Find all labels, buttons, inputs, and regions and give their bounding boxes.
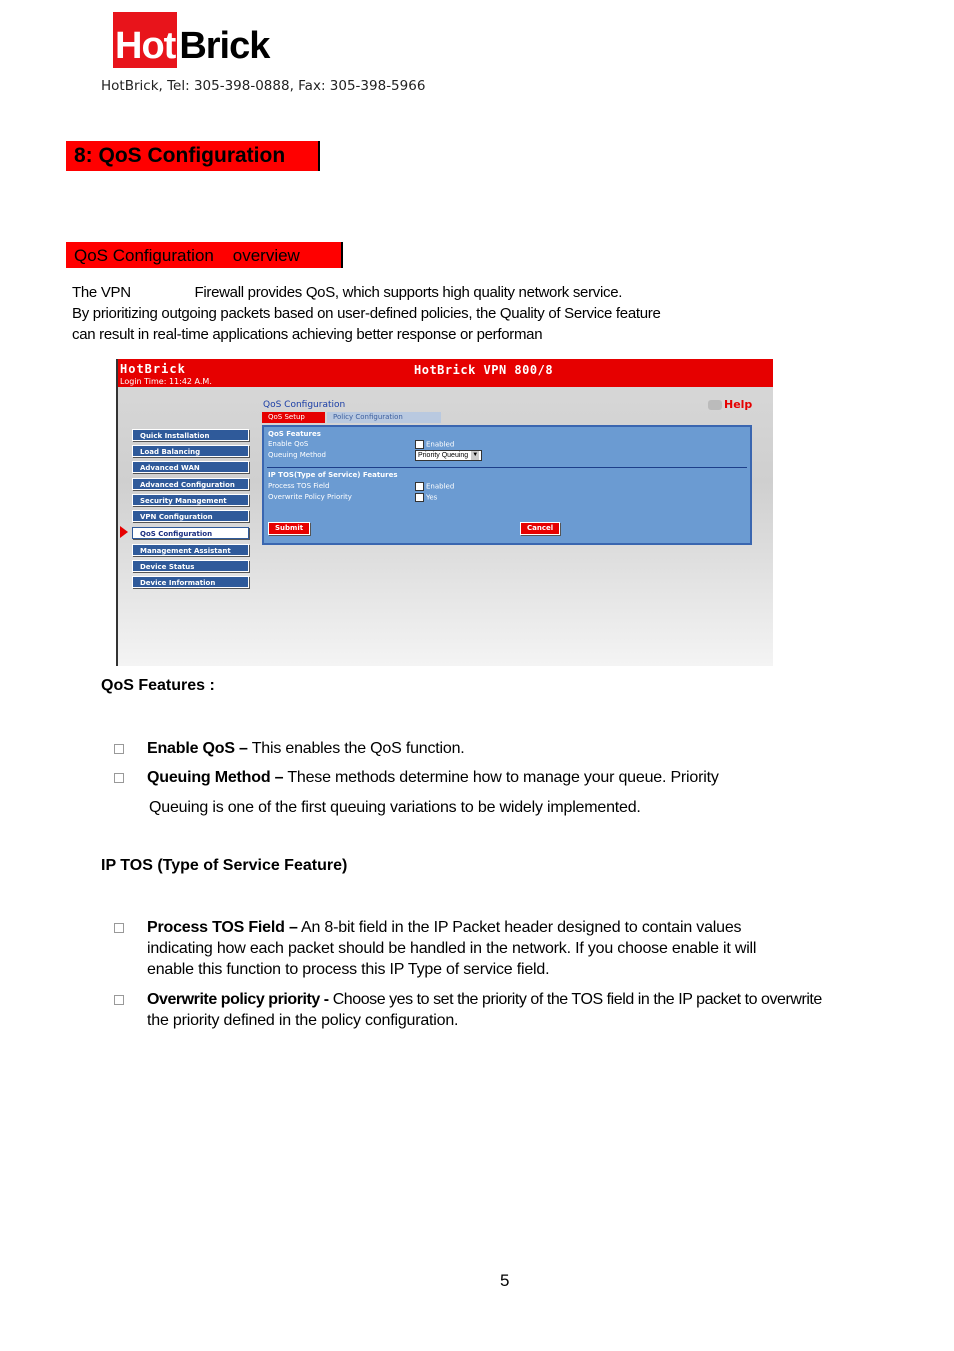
bullet-icon xyxy=(114,744,124,754)
queuing-method-label: Queuing Method xyxy=(268,451,326,459)
intro-line-2: By prioritizing outgoing packets based on user-defined policies, the Quality of Service feature xyxy=(72,305,661,322)
enable-qos-option: Enabled xyxy=(426,440,455,449)
process-tos-label: Process TOS Field xyxy=(268,482,330,490)
overwrite-priority-option: Yes xyxy=(426,493,438,502)
enable-qos-term: Enable QoS – xyxy=(147,740,248,757)
sidebar-item-quick-installation[interactable]: Quick Installation xyxy=(132,429,249,441)
sidebar-item-vpn-configuration[interactable]: VPN Configuration xyxy=(132,510,249,522)
dropdown-arrow-icon: ▼ xyxy=(472,452,479,458)
help-label: Help xyxy=(724,398,753,411)
overwrite-priority-checkbox[interactable] xyxy=(415,493,437,502)
logo-hot-text: Hot xyxy=(113,12,177,68)
process-tos-checkbox[interactable] xyxy=(415,482,454,491)
process-tos-item xyxy=(147,919,741,937)
hotbrick-logo xyxy=(113,12,269,68)
process-tos-desc-3: enable this function to process this IP Type of service field. xyxy=(147,961,550,978)
tab-qos-setup[interactable]: QoS Setup xyxy=(262,412,325,423)
intro-line-3: can result in real-time applications achieving better response or performan xyxy=(72,326,543,343)
queuing-method-item xyxy=(147,769,719,787)
process-tos-option: Enabled xyxy=(426,482,455,491)
sidebar-item-management-assistant[interactable]: Management Assistant xyxy=(132,544,249,556)
help-icon xyxy=(708,400,722,410)
queuing-method-select[interactable] xyxy=(415,450,482,461)
process-tos-desc-2: indicating how each packet should be handled in the network. If you choose enable it will xyxy=(147,940,757,957)
intro-line-1b: Firewall provides QoS, which supports high quality network service. xyxy=(194,284,623,301)
bullet-icon xyxy=(114,923,124,933)
qos-screenshot xyxy=(116,359,773,666)
sidebar-item-qos-configuration[interactable]: QoS Configuration xyxy=(132,527,249,539)
cancel-button[interactable]: Cancel xyxy=(520,522,560,535)
logo-brick-text: Brick xyxy=(179,25,270,67)
contact-line: HotBrick, Tel: 305-398-0888, Fax: 305-398-5966 xyxy=(101,78,426,94)
screenshot-brand: HotBrick xyxy=(120,362,186,376)
process-tos-term: Process TOS Field – xyxy=(147,919,298,936)
bullet-icon xyxy=(114,995,124,1005)
active-marker-icon xyxy=(120,526,128,538)
sidebar-item-advanced-configuration[interactable]: Advanced Configuration xyxy=(132,478,249,490)
enable-qos-item xyxy=(147,740,465,758)
intro-line-1 xyxy=(72,284,622,301)
overwrite-priority-label: Overwrite Policy Priority xyxy=(268,493,352,501)
ip-tos-heading: IP TOS(Type of Service) Features xyxy=(268,471,398,479)
section-title: 8: QoS Configuration xyxy=(66,141,320,171)
queuing-method-desc-2: Queuing is one of the first queuing variations to be widely implemented. xyxy=(149,799,641,816)
queuing-method-desc: These methods determine how to manage your queue. Priority xyxy=(287,769,719,786)
queuing-method-value: Priority Queuing xyxy=(418,452,469,459)
submit-button[interactable]: Submit xyxy=(268,522,310,535)
qos-settings-panel xyxy=(262,425,752,545)
overwrite-priority-term: Overwrite policy priority - xyxy=(147,991,329,1008)
checkbox-icon xyxy=(415,440,424,449)
tab-policy-configuration[interactable]: Policy Configuration xyxy=(327,412,441,423)
qos-features-heading: QoS Features xyxy=(268,430,321,438)
screenshot-login-time: Login Time: 11:42 A.M. xyxy=(120,377,212,386)
config-page-title: QoS Configuration xyxy=(263,400,346,410)
help-button[interactable] xyxy=(708,398,752,411)
page-number: 5 xyxy=(500,1271,510,1290)
queuing-method-term: Queuing Method – xyxy=(147,769,284,786)
sidebar-item-advanced-wan[interactable]: Advanced WAN xyxy=(132,461,249,473)
overwrite-priority-desc: Choose yes to set the priority of the TOS field in the IP packet to overwrite xyxy=(332,991,822,1008)
intro-line-1a: The VPN xyxy=(72,284,131,301)
checkbox-icon xyxy=(415,493,424,502)
sidebar-item-security-management[interactable]: Security Management xyxy=(132,494,249,506)
screenshot-product-name: HotBrick VPN 800/8 xyxy=(414,363,554,377)
enable-qos-checkbox[interactable] xyxy=(415,440,454,449)
bullet-icon xyxy=(114,773,124,783)
enable-qos-label: Enable QoS xyxy=(268,440,309,448)
panel-divider xyxy=(267,467,747,468)
sidebar-item-device-information[interactable]: Device Information xyxy=(132,576,249,588)
subsection-title: QoS Configuration overview xyxy=(66,242,343,268)
process-tos-desc: An 8-bit field in the IP Packet header designed to contain values xyxy=(301,919,742,936)
overwrite-priority-item xyxy=(147,991,822,1009)
qos-features-heading-text: QoS Features : xyxy=(101,677,215,694)
enable-qos-desc: This enables the QoS function. xyxy=(251,740,465,757)
checkbox-icon xyxy=(415,482,424,491)
sidebar-item-device-status[interactable]: Device Status xyxy=(132,560,249,572)
overwrite-priority-desc-2: the priority defined in the policy configuration. xyxy=(147,1012,459,1029)
sidebar-item-load-balancing[interactable]: Load Balancing xyxy=(132,445,249,457)
ip-tos-heading-text: IP TOS (Type of Service Feature) xyxy=(101,857,348,874)
